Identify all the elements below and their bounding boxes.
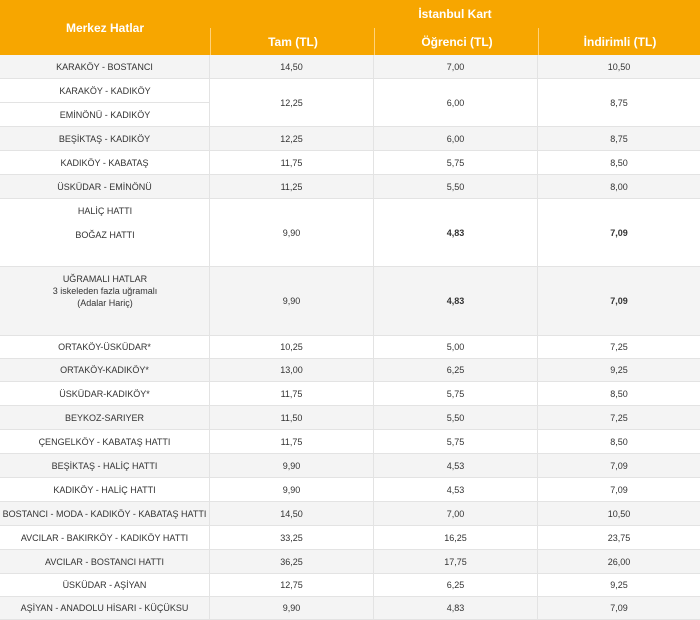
table-row — [0, 597, 700, 620]
table-row — [0, 406, 700, 430]
student-fare: 4,53 — [374, 478, 538, 501]
route-divider — [0, 102, 210, 103]
discount-fare: 7,09 — [610, 460, 628, 471]
route-name: BEŞİKTAŞ - HALİÇ HATTI — [0, 454, 210, 477]
table-row — [0, 151, 700, 175]
route-name: AŞİYAN - ANADOLU HİSARI - KÜÇÜKSU — [0, 597, 210, 619]
student-fare: 5,75 — [374, 430, 538, 453]
student-fare: 4,83 — [374, 597, 538, 619]
table-row — [0, 55, 700, 79]
full-fare: 11,25 — [210, 175, 374, 198]
route-name: ORTAKÖY-ÜSKÜDAR* — [0, 336, 210, 358]
student-fare: 17,75 — [374, 550, 538, 573]
table-row — [0, 454, 700, 478]
table-row — [0, 382, 700, 406]
discount-fare: 10,50 — [607, 61, 631, 72]
route-column-header: Merkez Hatlar — [0, 0, 211, 55]
discount-fare: 7,09 — [610, 296, 628, 306]
full-fare: 11,75 — [210, 382, 374, 405]
istanbul-kart-group-header: İstanbul Kart — [210, 0, 700, 29]
full-fare: 12,25 — [210, 79, 374, 126]
table-row — [0, 267, 700, 336]
discount-fare: 8,50 — [610, 157, 628, 168]
full-fare: 14,50 — [210, 502, 374, 525]
student-fare: 5,75 — [374, 382, 538, 405]
route-name: KARAKÖY - BOSTANCI — [0, 55, 210, 78]
table-row — [0, 79, 700, 127]
full-fare: 9,90 — [210, 597, 374, 619]
table-row — [0, 550, 700, 574]
discount-fare: 7,25 — [610, 342, 628, 352]
full-fare: 9,90 — [210, 199, 374, 266]
full-fare: 9,90 — [210, 267, 374, 335]
discount-fare: 8,75 — [610, 97, 628, 108]
route-name: ORTAKÖY-KADIKÖY* — [0, 359, 210, 381]
route-name-cell — [0, 267, 210, 335]
route-name-note: (Adalar Hariç) — [77, 298, 133, 308]
student-fare: 7,00 — [374, 502, 538, 525]
full-fare: 9,90 — [210, 478, 374, 501]
student-fare-header: Öğrenci (TL) — [374, 28, 539, 55]
student-fare: 7,00 — [374, 55, 538, 78]
discount-fare: 7,09 — [610, 227, 628, 238]
route-name: ÜSKÜDAR - AŞİYAN — [0, 574, 210, 596]
student-fare: 16,25 — [374, 526, 538, 549]
route-name-cell — [0, 199, 210, 266]
route-name: ÇENGELKÖY - KABATAŞ HATTI — [0, 430, 210, 453]
route-name: BOSTANCI - MODA - KADIKÖY - KABATAŞ HATTI — [0, 502, 210, 525]
student-fare: 6,25 — [374, 574, 538, 596]
discount-fare: 26,00 — [607, 556, 631, 567]
full-fare: 10,25 — [210, 336, 374, 358]
route-name: BEŞİKTAŞ - KADIKÖY — [0, 127, 210, 150]
discount-fare: 8,50 — [610, 388, 628, 399]
full-fare: 11,75 — [210, 430, 374, 453]
full-fare: 13,00 — [210, 359, 374, 381]
route-name-secondary: 3 iskeleden fazla uğramalı — [52, 286, 158, 296]
route-name-secondary: BOĞAZ HATTI — [75, 230, 135, 240]
table-row — [0, 574, 700, 597]
student-fare: 4,83 — [374, 199, 538, 266]
discount-fare-header: İndirimli (TL) — [538, 28, 700, 55]
discount-fare: 8,00 — [610, 181, 628, 192]
discount-fare: 8,75 — [610, 133, 628, 144]
table-row — [0, 359, 700, 382]
full-fare-header: Tam (TL) — [210, 28, 375, 55]
table-row — [0, 430, 700, 454]
discount-fare: 8,50 — [610, 436, 628, 447]
discount-fare: 7,09 — [610, 484, 628, 495]
table-row — [0, 127, 700, 151]
route-name: KADIKÖY - HALİÇ HATTI — [0, 478, 210, 501]
full-fare: 11,50 — [210, 406, 374, 429]
route-name: ÜSKÜDAR-KADIKÖY* — [0, 382, 210, 405]
student-fare: 5,50 — [374, 406, 538, 429]
discount-fare: 10,50 — [607, 508, 631, 519]
full-fare: 12,75 — [210, 574, 374, 596]
table-row — [0, 478, 700, 502]
full-fare: 11,75 — [210, 151, 374, 174]
discount-fare: 9,25 — [610, 365, 628, 375]
student-fare: 4,83 — [374, 267, 538, 335]
route-name: AVCILAR - BOSTANCI HATTI — [0, 550, 210, 573]
student-fare: 5,75 — [374, 151, 538, 174]
route-name: ÜSKÜDAR - EMİNÖNÜ — [0, 175, 210, 198]
route-name-cell — [0, 79, 210, 126]
discount-fare: 9,25 — [610, 580, 628, 590]
route-name: HALİÇ HATTI — [77, 206, 133, 216]
discount-fare: 7,25 — [610, 412, 628, 423]
student-fare: 6,25 — [374, 359, 538, 381]
full-fare: 9,90 — [210, 454, 374, 477]
discount-fare: 7,09 — [610, 603, 628, 613]
student-fare: 6,00 — [374, 127, 538, 150]
table-row — [0, 336, 700, 359]
route-name: AVCILAR - BAKIRKÖY - KADIKÖY HATTI — [0, 526, 210, 549]
full-fare: 14,50 — [210, 55, 374, 78]
table-row — [0, 502, 700, 526]
table-row — [0, 526, 700, 550]
table-row — [0, 175, 700, 199]
discount-fare: 23,75 — [607, 532, 631, 543]
route-name: BEYKOZ-SARIYER — [0, 406, 210, 429]
student-fare: 5,50 — [374, 175, 538, 198]
route-name: KARAKÖY - KADIKÖY — [59, 86, 151, 96]
student-fare: 5,00 — [374, 336, 538, 358]
route-name: KADIKÖY - KABATAŞ — [0, 151, 210, 174]
student-fare: 6,00 — [374, 79, 538, 126]
route-name-secondary: EMİNÖNÜ - KADIKÖY — [59, 110, 151, 120]
student-fare: 4,53 — [374, 454, 538, 477]
full-fare: 36,25 — [210, 550, 374, 573]
route-name: UĞRAMALI HATLAR — [62, 274, 148, 284]
full-fare: 33,25 — [210, 526, 374, 549]
full-fare: 12,25 — [210, 127, 374, 150]
table-row — [0, 199, 700, 267]
